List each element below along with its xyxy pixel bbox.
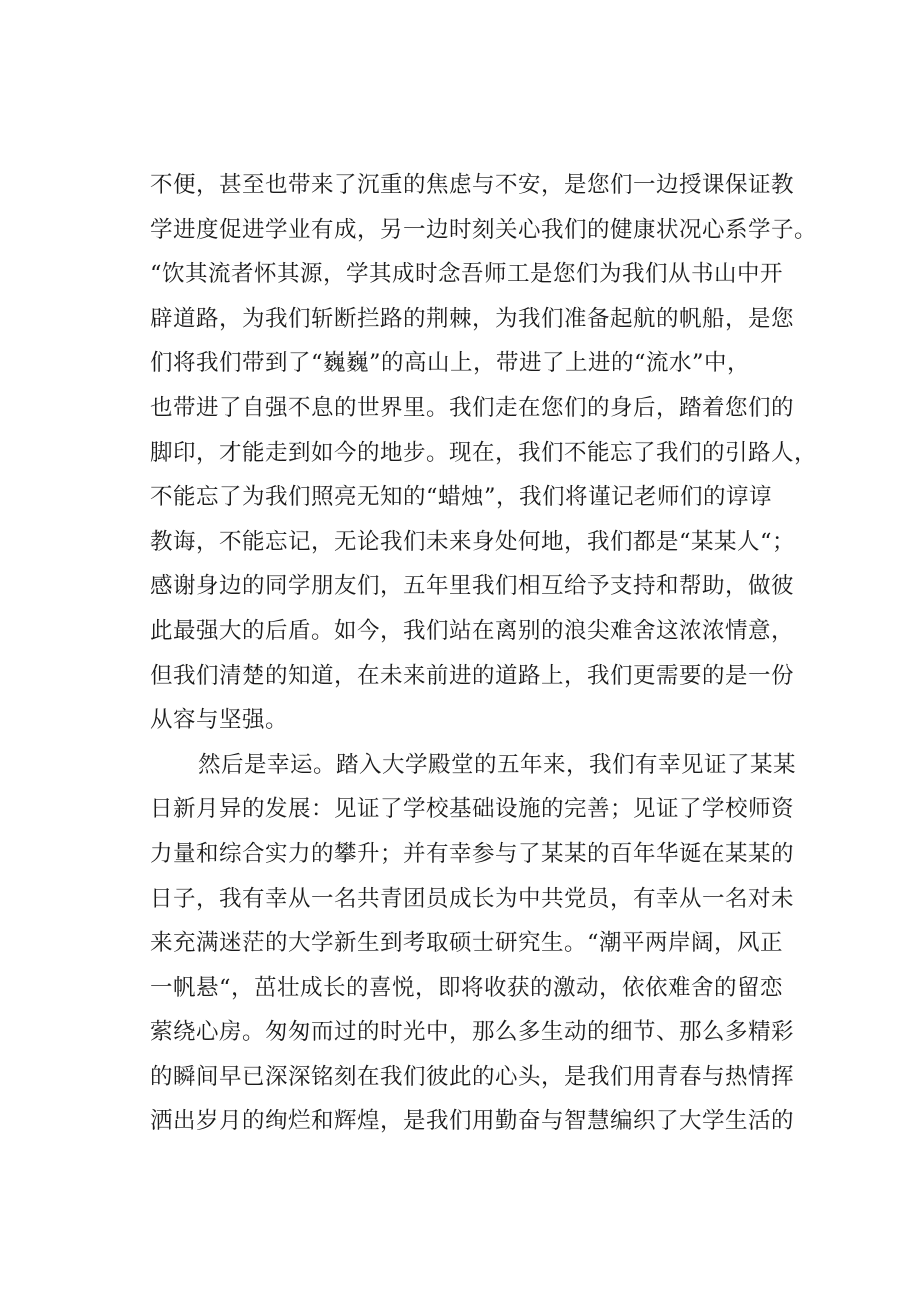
text-line: 日新月异的发展：见证了学校基础设施的完善；见证了学校师资 bbox=[150, 796, 795, 823]
text-line: “饮其流者怀其源，学其成时念吾师工是您们为我们从书山中开 bbox=[150, 261, 784, 288]
body-text bbox=[150, 163, 818, 1144]
text-line: 洒出岁月的绚烂和辉煌，是我们用勤奋与智慧编织了大学生活的 bbox=[150, 1108, 795, 1135]
text-line: 教诲，不能忘记，无论我们未来身处何地，我们都是“某某人“； bbox=[150, 528, 796, 555]
text-line: 萦绕心房。匆匆而过的时光中，那么多生动的细节、那么多精彩 bbox=[150, 1019, 795, 1046]
text-line: 们将我们带到了“巍巍”的高山上，带进了上进的“流水”中， bbox=[150, 350, 751, 377]
text-line: 但我们清楚的知道，在未来前进的道路上，我们更需要的是一份 bbox=[150, 662, 795, 689]
text-line: 脚印，才能走到如今的地步。现在，我们不能忘了我们的引路人， bbox=[150, 439, 818, 466]
text-line: 感谢身边的同学朋友们，五年里我们相互给予支持和帮助，做彼 bbox=[150, 573, 795, 600]
text-line: 学进度促进学业有成，另一边时刻关心我们的健康状况心系学子。 bbox=[150, 216, 818, 243]
text-line: 此最强大的后盾。如今，我们站在离别的浪尖难舍这浓浓情意， bbox=[150, 617, 795, 644]
text-line: 不能忘了为我们照亮无知的“蜡烛”，我们将谨记老师们的谆谆 bbox=[150, 484, 773, 511]
text-line: 从容与坚强。 bbox=[150, 707, 289, 734]
paragraph-start-line: 然后是幸运。踏入大学殿堂的五年来，我们有幸见证了某某 bbox=[198, 751, 797, 778]
text-line: 来充满迷茫的大学新生到考取硕士研究生。“潮平两岸阔，风正 bbox=[150, 930, 784, 957]
text-line: 的瞬间早已深深铭刻在我们彼此的心头，是我们用青春与热情挥 bbox=[150, 1063, 795, 1090]
text-line: 不便，甚至也带来了沉重的焦虑与不安，是您们一边授课保证教 bbox=[150, 172, 795, 198]
text-line: 辟道路，为我们斩断拦路的荆棘，为我们准备起航的帆船，是您 bbox=[150, 305, 795, 332]
text-line: 一帆悬“，茁壮成长的喜悦，即将收获的激动，依依难舍的留恋 bbox=[150, 974, 784, 1001]
text-line: 也带进了自强不息的世界里。我们走在您们的身后，踏着您们的 bbox=[150, 394, 795, 421]
text-line: 力量和综合实力的攀升；并有幸参与了某某的百年华诞在某某的 bbox=[150, 840, 795, 867]
text-line: 日子，我有幸从一名共青团员成长为中共党员，有幸从一名对未 bbox=[150, 885, 795, 912]
